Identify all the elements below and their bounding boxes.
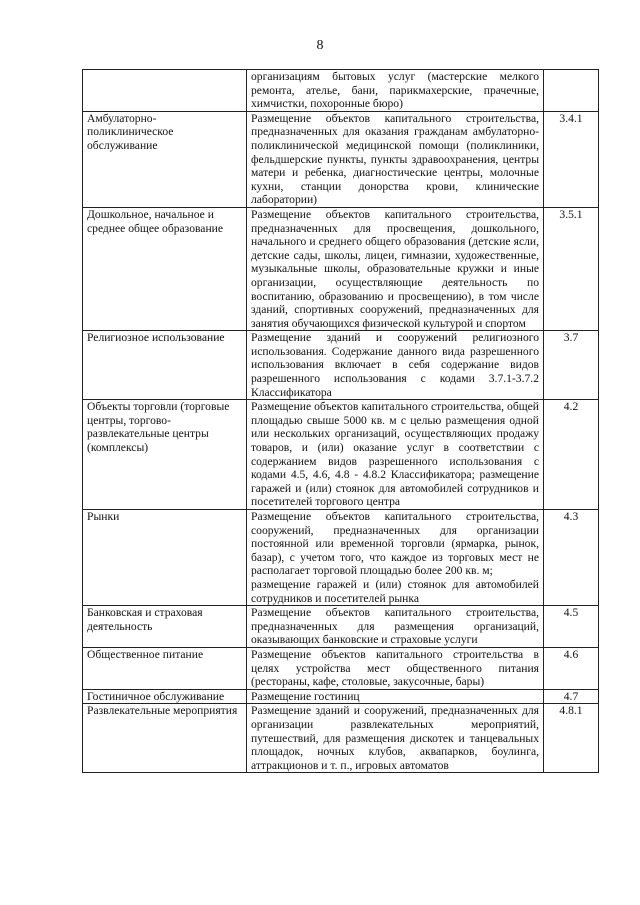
land-use-name: Религиозное использование	[83, 331, 247, 400]
table-row	[83, 510, 599, 606]
land-use-description: Размещение зданий и сооружений, предназначенных для организации развлекательных мероприятий, путешествий, для размещения дискотек и танцевальных площадок, ночных клубов, аквапарков, боулинга, аттракционов и т. п., игровых автоматов	[247, 704, 544, 773]
table-row	[83, 111, 599, 207]
land-use-description: Размещение объектов капитального строительства в целях устройства мест общественного питания (рестораны, кафе, столовые, закусочные, бары)	[247, 647, 544, 689]
land-use-name: Гостиничное обслуживание	[83, 689, 247, 704]
land-use-code: 3.4.1	[544, 111, 599, 207]
table-row	[83, 704, 599, 773]
land-use-description: Размещение объектов капитального строительства, предназначенных для просвещения, дошкольного, начального и среднего общего образования (детские ясли, детские сады, школы, лицеи, гимназии, художественные, музыкальные школы, образовательные кружки и иные организации, осуществляющие деятельность по воспитанию, образованию и просвещению), в том числе зданий, спортивных сооружений, предназначенных для занятия обучающихся физической культурой и спортом	[247, 207, 544, 330]
land-use-description: Размещение объектов капитального строительства, общей площадью свыше 5000 кв. м с целью размещения одной или нескольких организаций, осуществляющих продажу товаров, и (или) оказание услуг в соответствии с содержанием видов разрешенного использования с кодами 4.5, 4.6, 4.8 - 4.8.2 Классификатора; размещение гаражей и (или) стоянок для автомобилей сотрудников и посетителей торгового центра	[247, 400, 544, 510]
land-use-table	[82, 69, 599, 773]
land-use-description: Размещение зданий и сооружений религиозного использования. Содержание данного вида разрешенного использования включает в себя содержание видов разрешенного использования с кодами 3.7.1-3.7.2 Классификатора	[247, 331, 544, 400]
table-row	[83, 207, 599, 330]
page-number: 8	[316, 38, 324, 53]
table-row	[83, 331, 599, 400]
land-use-code: 4.2	[544, 400, 599, 510]
land-use-code: 4.5	[544, 606, 599, 648]
table-row	[83, 689, 599, 704]
land-use-name	[83, 70, 247, 112]
land-use-code	[544, 70, 599, 112]
land-use-description: Размещение объектов капитального строительства, предназначенных для оказания гражданам амбулаторно-поликлинической медицинской помощи (поликлиники, фельдшерские пункты, пункты здравоохранения, центры матери и ребенка, диагностические центры, молочные кухни, станции донорства крови, клинические лаборатории)	[247, 111, 544, 207]
land-use-code: 3.7	[544, 331, 599, 400]
land-use-name: Дошкольное, начальное и среднее общее образование	[83, 207, 247, 330]
land-use-table-body	[83, 70, 599, 773]
land-use-name: Общественное питание	[83, 647, 247, 689]
land-use-code: 4.3	[544, 510, 599, 606]
table-row	[83, 647, 599, 689]
land-use-name: Банковская и страховая деятельность	[83, 606, 247, 648]
land-use-name: Объекты торговли (торговые центры, торгово-развлекательные центры (комплексы)	[83, 400, 247, 510]
land-use-name: Амбулаторно-поликлиническое обслуживание	[83, 111, 247, 207]
land-use-name: Рынки	[83, 510, 247, 606]
land-use-description: Размещение объектов капитального строительства, сооружений, предназначенных для организации постоянной или временной торговли (ярмарка, рынок, базар), с учетом того, что каждое из торговых мест не располагает торговой площадью более 200 кв. м; размещение гаражей и (или) стоянок для автомобилей сотрудников и посетителей рынка	[247, 510, 544, 606]
table-row	[83, 70, 599, 112]
land-use-code: 4.7	[544, 689, 599, 704]
land-use-name: Развлекательные мероприятия	[83, 704, 247, 773]
table-row	[83, 400, 599, 510]
land-use-description: Размещение гостиниц	[247, 689, 544, 704]
land-use-code: 4.6	[544, 647, 599, 689]
land-use-code: 3.5.1	[544, 207, 599, 330]
land-use-description: организациям бытовых услуг (мастерские мелкого ремонта, ателье, бани, парикмахерские, прачечные, химчистки, похоронные бюро)	[247, 70, 544, 112]
land-use-description: Размещение объектов капитального строительства, предназначенных для размещения организаций, оказывающих банковские и страховые услуги	[247, 606, 544, 648]
land-use-code: 4.8.1	[544, 704, 599, 773]
table-row	[83, 606, 599, 648]
